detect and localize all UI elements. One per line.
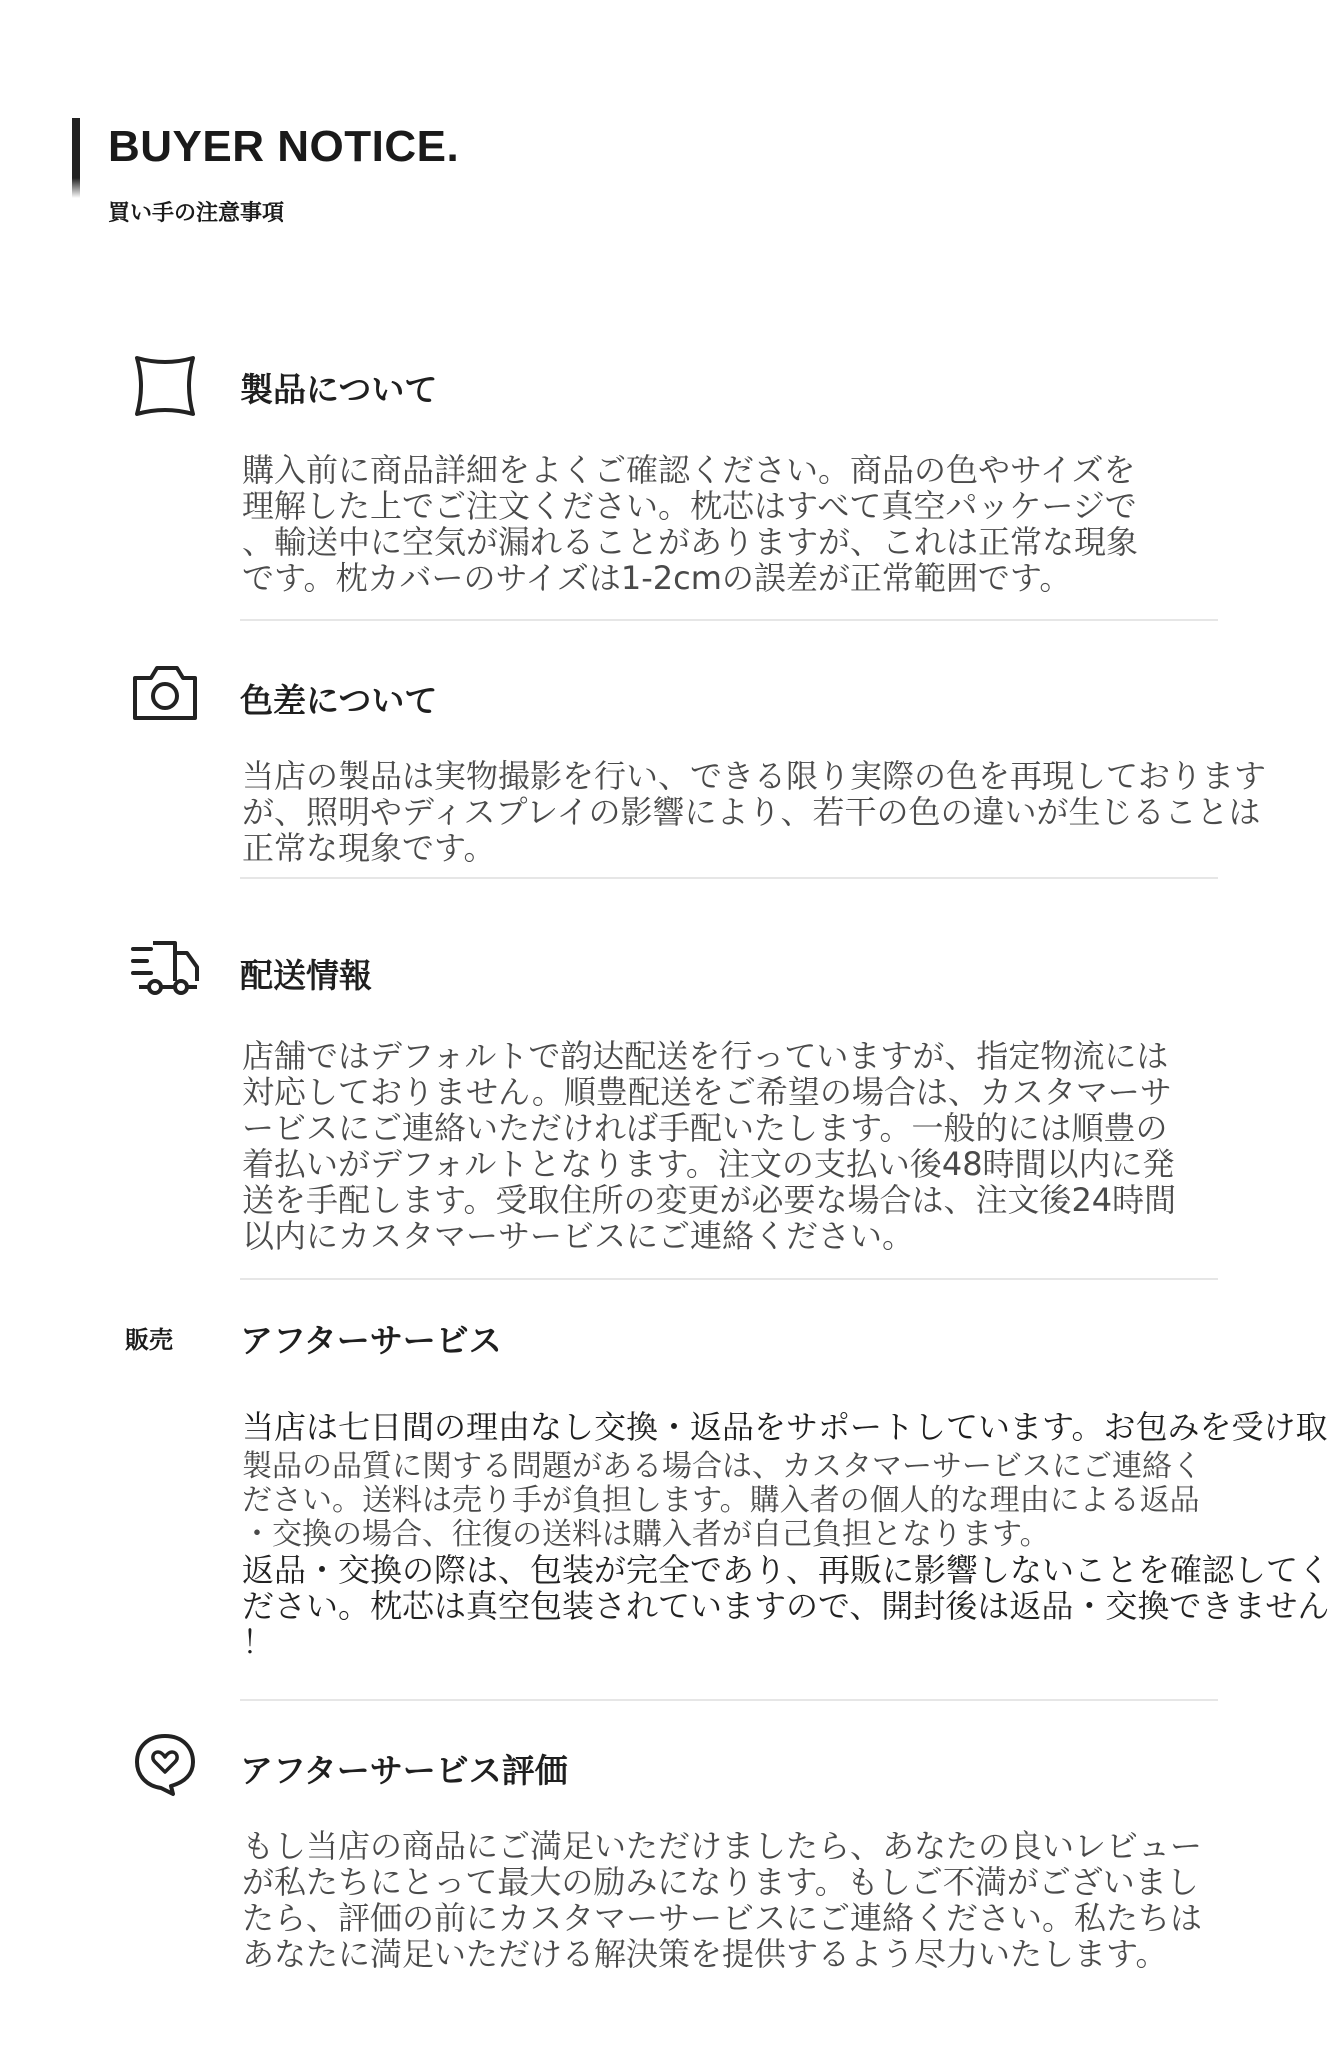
divider [240, 877, 1218, 879]
section-title-review: アフターサービス評価 [240, 1751, 568, 1790]
section-body-shipping: 店舗ではデフォルトで韵达配送を行っていますが、指定物流には 対応しておりません。順豊配送をご希望の場合は、カスタマーサ ービスにご連絡いただければ手配いたします。一般的には順豊の 着払いがデフォルトとなります。注文の支払い後48時間以内に発 送を手配します。受取住所の変更が必要な場合は、注文後24時間 以内にカスタマーサービスにご連絡ください。 [242, 1037, 1177, 1255]
section-lead-after-service: 当店は七日間の理由なし交換・返品をサポートしています。お包みを受け取 [242, 1408, 1328, 1446]
page-title: BUYER NOTICE. [108, 122, 460, 171]
divider [240, 1699, 1218, 1701]
section-body-product: 購入前に商品詳細をよくご確認ください。商品の色やサイズを 理解した上でご注文ください。枕芯はすべて真空パッケージで 、輸送中に空気が漏れることがありますが、これは正常な現象 です。枕カバーのサイズは1-2cmの誤差が正常範囲です。 [242, 451, 1139, 597]
section-tail-after-service: 返品・交換の際は、包装が完全であり、再販に影響しないことを確認してく ださい。枕芯は真空包装されていますので、開封後は返品・交換できません ！ [242, 1551, 1331, 1661]
sales-icon-label: 販売 [125, 1326, 173, 1354]
heart-chat-icon [125, 1722, 205, 1802]
pillow-icon [125, 346, 205, 426]
divider [240, 619, 1218, 621]
camera-icon [125, 652, 205, 732]
section-body-review: もし当店の商品にご満足いただけましたら、あなたの良いレビュー が私たちにとって最大の励みになります。もしご不満がございまし たら、評価の前にカスタマーサービスにご連絡ください。私たちは あなたに満足いただける解決策を提供するよう尽力いたします。 [242, 1827, 1203, 1973]
header-accent-bar [72, 118, 80, 198]
section-title-product: 製品について [240, 370, 438, 409]
section-title-color: 色差について [240, 681, 438, 720]
divider [240, 1278, 1218, 1280]
section-body-color: 当店の製品は実物撮影を行い、できる限り実際の色を再現しております が、照明やディスプレイの影響により、若干の色の違いが生じることは 正常な現象です。 [242, 757, 1267, 867]
section-title-shipping: 配送情報 [240, 956, 372, 995]
page-subtitle: 買い手の注意事項 [108, 201, 285, 226]
section-title-after-service: アフターサービス [240, 1321, 502, 1360]
delivery-truck-icon [125, 925, 205, 1005]
section-body-after-service: 製品の品質に関する問題がある場合は、カスタマーサービスにご連絡く ださい。送料は売り手が負担します。購入者の個人的な理由による返品 ・交換の場合、往復の送料は購入者が自己負担となります。 [242, 1449, 1202, 1552]
